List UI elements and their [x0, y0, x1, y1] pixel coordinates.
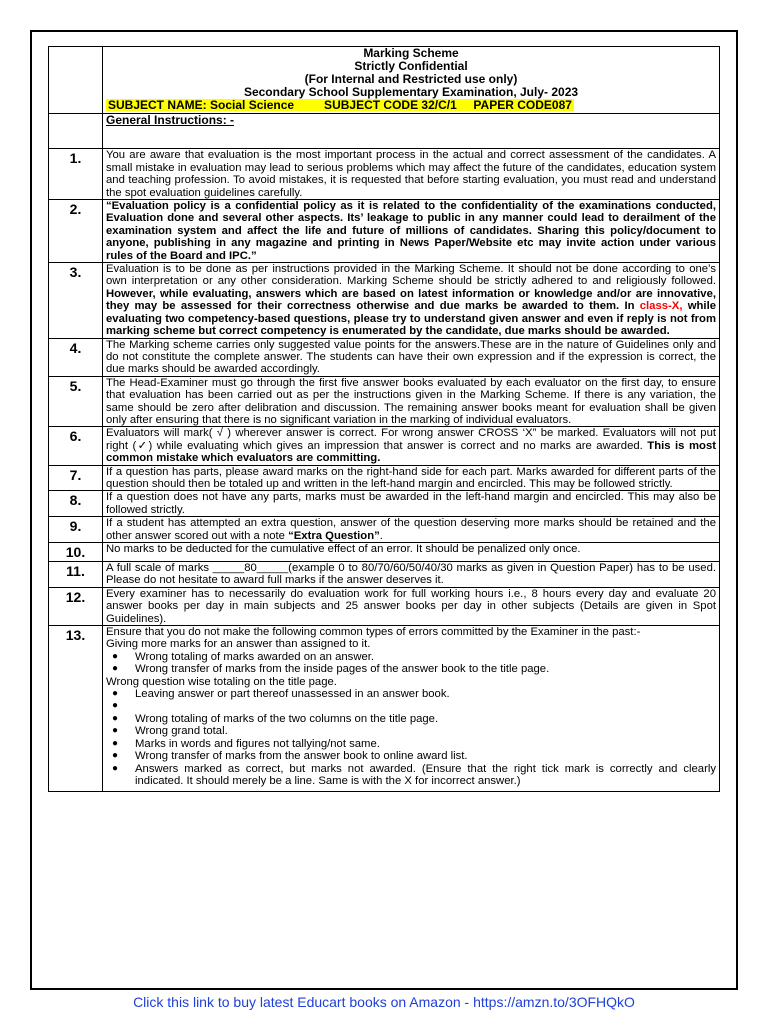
instruction-text [103, 465, 720, 491]
instruction-row [49, 427, 720, 465]
instruction-row [49, 200, 720, 263]
instruction-row [49, 587, 720, 625]
instruction-text [103, 491, 720, 517]
instruction-text [103, 376, 720, 427]
bullet-icon: ● [112, 688, 119, 700]
error-list-item [106, 750, 716, 762]
instruction-text [103, 427, 720, 465]
instruction-number: 2. [49, 200, 103, 263]
error-list-item [106, 763, 716, 788]
error-list-item [106, 738, 716, 750]
error-text: Answers marked as correct, but marks not awarded. (Ensure that the right tick mark is correctly and clearly indicated. It should merely be a line. Same is with the X for incorrect answer.) [135, 762, 716, 787]
subject-line: SUBJECT NAME: Social Science SUBJECT CODE 32/C/1 PAPER CODE087 [108, 98, 572, 112]
instruction-row [49, 465, 720, 491]
error-list-item [106, 700, 716, 712]
instruction-number: 5. [49, 376, 103, 427]
instruction-number: 7. [49, 465, 103, 491]
instruction-number: 3. [49, 263, 103, 338]
header-row [49, 47, 720, 114]
bullet-icon: ● [112, 737, 119, 749]
body-text: No marks to be deducted for the cumulative effect of an error. It should be penalized only once. [106, 543, 581, 555]
confidential-label: Strictly Confidential [354, 59, 468, 73]
instruction-text [103, 200, 720, 263]
instruction-row-13 [49, 626, 720, 792]
error-text: Leaving answer or part thereof unassessed in an answer book. [135, 688, 450, 701]
common-errors-list [106, 638, 716, 787]
instruction-number: 6. [49, 427, 103, 465]
instruction-text [103, 562, 720, 588]
instruction-row [49, 263, 720, 338]
header-cell [103, 47, 720, 114]
bullet-icon: ● [112, 762, 119, 774]
instruction-number: 8. [49, 491, 103, 517]
instruction-text [103, 149, 720, 200]
instruction-number: 10. [49, 543, 103, 562]
error-list-item [106, 688, 716, 700]
bullet-icon: ● [112, 663, 119, 675]
error-list-item [106, 638, 716, 650]
error-list-item [106, 651, 716, 663]
body-text: Evaluation is to be done as per instructions provided in the Marking Scheme. It should not be done according to one’s own interpretation or any other consideration. Marking Scheme should be strictly adhered to and religiously followed. [106, 263, 716, 288]
bullet-icon: ● [112, 750, 119, 762]
instruction-number: 13. [49, 626, 103, 792]
body-text: If a question does not have any parts, marks must be awarded in the left-hand margin and encircled. This may also be followed strictly. [106, 491, 716, 516]
body-text: Every examiner has to necessarily do evaluation work for full working hours i.e., 8 hours every day and evaluate 20 answer books per day in main subjects and 25 answer books per day in other subjects (Details are given in Spot Guidelines). [106, 587, 716, 625]
gi-num-cell [49, 114, 103, 149]
bold-text: “Extra Question” [288, 529, 380, 542]
error-text: Wrong totaling of marks awarded on an answer. [135, 650, 375, 663]
error-text: Marks in words and figures not tallying/not same. [135, 737, 380, 750]
instruction-row [49, 376, 720, 427]
instruction-row [49, 543, 720, 562]
bullet-icon: ● [112, 725, 119, 737]
error-text [135, 700, 138, 712]
bold-text: This is most common mistake which evaluators are committing. [106, 439, 716, 465]
instruction-number: 12. [49, 587, 103, 625]
error-list-item [106, 725, 716, 737]
bold-text: However, while evaluating, answers which are based on latest information or knowledge and/or are innovative, they may be assessed for their correctness otherwise and due marks be awarded to them. In [106, 287, 716, 313]
exam-title: Secondary School Supplementary Examination, July- 2023 [243, 85, 579, 99]
instruction-number: 11. [49, 562, 103, 588]
amazon-link[interactable]: Click this link to buy latest Educart books on Amazon - https://amzn.to/3OFHQkO [133, 994, 635, 1010]
body-text: The Head-Examiner must go through the first five answer books evaluated by each evaluator on the first day, to ensure that evaluation has been carried out as per the instructions given in the Marking Scheme. If there is any variation, the same should be zero after delibration and discussion. The remaining answer books meant for evaluation shall be given only after ensuring that there is no significant variation in the marking of individual evaluators. [106, 376, 716, 426]
bold-text: “Evaluation policy is a confidential policy as it is related to the confidentiality of the examinations conducted, Evaluation done and several other aspects. Its’ leakage to public in any manner could lead to derailment of the examination system and affect the life and future of millions of candidates. Sharing this policy/document to anyone, publishing in any magazine and printing in News Paper/Website etc may invite action under various rules of the Board and IPC.” [106, 200, 716, 262]
instruction-number: 1. [49, 149, 103, 200]
highlight-text: class-X, [639, 300, 683, 313]
error-text: Giving more marks for an answer than assigned to it. [106, 638, 371, 651]
body-text: You are aware that evaluation is the most important process in the actual and correct assessment of the candidates. A small mistake in evaluation may lead to serious problems which may affect the future of the candidates, education system and teaching profession. To avoid mistakes, it is requested that before starting evaluation, you must read and understand the spot evaluation guidelines carefully. [106, 149, 716, 199]
bullet-icon: ● [112, 700, 119, 712]
instruction-row [49, 562, 720, 588]
bold-text: ✓ [136, 439, 149, 452]
marking-scheme-table [48, 46, 720, 792]
error-text: Wrong grand total. [135, 725, 228, 738]
error-list-item [106, 676, 716, 688]
body-text: The Marking scheme carries only suggested value points for the answers.These are in the nature of Guidelines only and do not constitute the complete answer. The students can have their own expression and if the expression is correct, the due marks should be awarded accordingly. [106, 338, 716, 376]
error-text: Wrong question wise totaling on the title page. [106, 675, 337, 688]
gi-cell [103, 114, 720, 149]
body-text: If a question has parts, please award marks on the right-hand side for each part. Marks awarded for different parts of the question should then be totaled up and written in the left-hand margin and encircled. This may be followed strictly. [106, 465, 716, 490]
body-text: Evaluators will mark( √ ) wherever answer is correct. For wrong answer CROSS ‘X” be marked. Evaluators will not put right ( [106, 427, 716, 452]
instruction-text [103, 338, 720, 376]
header-num-cell [49, 47, 103, 114]
doc-title: Marking Scheme [363, 46, 459, 60]
bullet-icon: ● [112, 650, 119, 662]
error-text: Wrong transfer of marks from the answer book to online award list. [135, 750, 468, 763]
restricted-label: (For Internal and Restricted use only) [304, 72, 518, 86]
instruction-number: 4. [49, 338, 103, 376]
general-instructions-heading: General Instructions: - [106, 113, 235, 128]
general-instructions-row [49, 114, 720, 149]
instruction-number: 9. [49, 517, 103, 543]
error-text: Wrong totaling of marks of the two columns on the title page. [135, 712, 439, 725]
instruction-row [49, 517, 720, 543]
body-text: If a student has attempted an extra question, answer of the question deserving more marks should be retained and the other answer scored out with a note [106, 517, 716, 542]
common-errors-intro: Ensure that you do not make the following common types of errors committed by the Examiner in the past:- [106, 626, 641, 639]
instruction-text [103, 587, 720, 625]
instruction-row [49, 491, 720, 517]
error-text: Wrong transfer of marks from the inside pages of the answer book to the title page. [135, 663, 550, 676]
common-errors-cell [103, 626, 720, 792]
instruction-text [103, 517, 720, 543]
instruction-row [49, 149, 720, 200]
instruction-text [103, 543, 720, 562]
error-list-item [106, 663, 716, 675]
body-text: A full scale of marks _____80_____(example 0 to 80/70/60/50/40/30 marks as given in Question Paper) has to be used. Please do not hesitate to award full marks if the answer deserves it. [106, 562, 716, 587]
bold-text: while evaluating two competency-based questions, please try to understand given answer and even if reply is not from marking scheme but correct competency is enumerated by the candidate, due marks should be awarded. [106, 300, 716, 338]
body-text: ) while evaluating which gives an impression that answer is correct and no marks are awarded. [148, 439, 648, 452]
body-text: . [379, 529, 383, 542]
error-list-item [106, 713, 716, 725]
instruction-row [49, 338, 720, 376]
bullet-icon: ● [112, 712, 119, 724]
instruction-text [103, 263, 720, 338]
